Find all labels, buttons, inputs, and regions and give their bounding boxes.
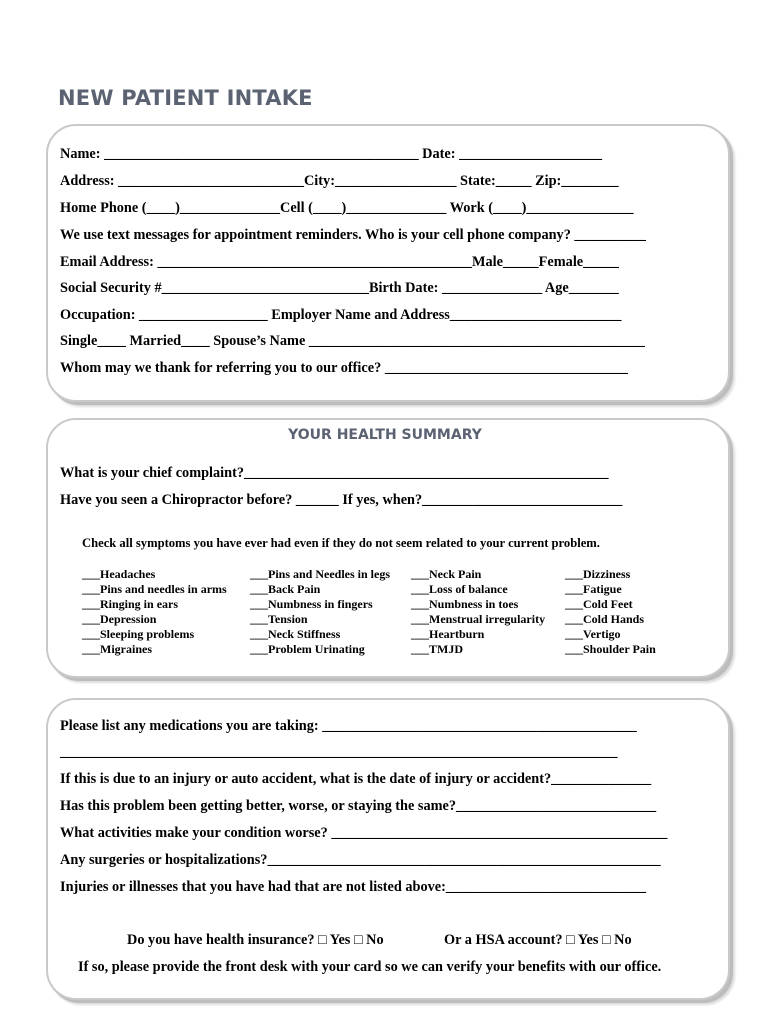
symptom-checkbox[interactable]: ___Migraines [82, 642, 152, 656]
page-title: NEW PATIENT INTAKE [58, 86, 313, 110]
name-date-line[interactable]: Name: ____________________________________________ Date: ____________________ [60, 146, 603, 162]
symptoms-column-1 [82, 567, 227, 657]
hsa-account-question[interactable]: Or a HSA account? □ Yes □ No [444, 932, 632, 948]
symptom-checkbox[interactable]: ___Back Pain [250, 582, 321, 596]
symptom-checkbox[interactable]: ___Numbness in toes [411, 597, 519, 611]
symptom-checkbox[interactable]: ___Depression [82, 612, 157, 626]
medications-line[interactable]: Please list any medications you are taking: ____________________________________________ [60, 718, 637, 734]
occupation-employer-line[interactable]: Occupation: __________________ Employer Name and Address________________________ [60, 307, 622, 323]
chief-complaint-line[interactable]: What is your chief complaint?___________________________________________________ [60, 465, 609, 481]
symptom-checkbox[interactable]: ___Neck Pain [411, 567, 482, 581]
worsening-activities-line[interactable]: What activities make your condition worse? _______________________________________________ [60, 825, 668, 841]
symptom-checkbox[interactable]: ___Vertigo [565, 627, 621, 641]
symptom-checkbox[interactable]: ___Loss of balance [411, 582, 508, 596]
symptom-checkbox[interactable]: ___Menstrual irregularity [411, 612, 546, 626]
symptom-checkbox[interactable]: ___Pins and Needles in legs [250, 567, 391, 581]
symptom-checkbox[interactable]: ___Neck Stiffness [250, 627, 341, 641]
symptom-checkbox[interactable]: ___Heartburn [411, 627, 485, 641]
ssn-birth-age-line[interactable]: Social Security #_____________________________Birth Date: ______________ Age_______ [60, 280, 619, 296]
problem-progress-line[interactable]: Has this problem been getting better, worse, or staying the same?____________________________ [60, 798, 657, 814]
symptoms-column-3 [411, 567, 545, 657]
symptoms-instruction: Check all symptoms you have ever had even if they do not seem related to your current problem. [82, 536, 600, 550]
injury-date-line[interactable]: If this is due to an injury or auto accident, what is the date of injury or accident?______________ [60, 771, 652, 787]
health-summary-heading: YOUR HEALTH SUMMARY [288, 427, 482, 443]
phone-line[interactable]: Home Phone (____)______________Cell (____)______________ Work (____)_______________ [60, 200, 634, 216]
address-line[interactable]: Address: __________________________City:_________________ State:_____ Zip:________ [60, 173, 619, 189]
email-gender-line[interactable]: Email Address: ____________________________________________Male_____Female_____ [60, 254, 619, 270]
referral-line[interactable]: Whom may we thank for referring you to our office? __________________________________ [60, 360, 628, 376]
symptom-checkbox[interactable]: ___Tension [250, 612, 308, 626]
symptom-checkbox[interactable]: ___Problem Urinating [250, 642, 365, 656]
symptom-checkbox[interactable]: ___Dizziness [565, 567, 631, 581]
symptoms-column-4 [565, 567, 656, 657]
chiropractor-line[interactable]: Have you seen a Chiropractor before? ______ If yes, when?____________________________ [60, 492, 623, 508]
symptoms-column-2 [250, 567, 390, 657]
symptom-checkbox[interactable]: ___Ringing in ears [82, 597, 179, 611]
health-insurance-question[interactable]: Do you have health insurance? □ Yes □ No [127, 932, 384, 948]
symptom-checkbox[interactable]: ___Headaches [82, 567, 156, 581]
symptom-checkbox[interactable]: ___Numbness in fingers [250, 597, 373, 611]
cell-company-line[interactable]: We use text messages for appointment reminders. Who is your cell phone company? __________ [60, 227, 646, 243]
insurance-card-note: If so, please provide the front desk with your card so we can verify your benefits with our office. [78, 959, 662, 975]
symptom-checkbox[interactable]: ___Shoulder Pain [565, 642, 656, 656]
medications-continuation-line[interactable]: ______________________________________________________________________________ [60, 744, 618, 760]
other-illnesses-line[interactable]: Injuries or illnesses that you have had that are not listed above:____________________________ [60, 879, 647, 895]
symptom-checkbox[interactable]: ___Fatigue [565, 582, 622, 596]
symptom-checkbox[interactable]: ___TMJD [411, 642, 463, 656]
symptom-checkbox[interactable]: ___Pins and needles in arms [82, 582, 227, 596]
surgeries-line[interactable]: Any surgeries or hospitalizations?_______________________________________________________ [60, 852, 661, 868]
marital-status-line[interactable]: Single____ Married____ Spouse’s Name _______________________________________________ [60, 333, 645, 349]
symptom-checkbox[interactable]: ___Cold Hands [565, 612, 645, 626]
symptom-checkbox[interactable]: ___Cold Feet [565, 597, 633, 611]
symptom-checkbox[interactable]: ___Sleeping problems [82, 627, 195, 641]
